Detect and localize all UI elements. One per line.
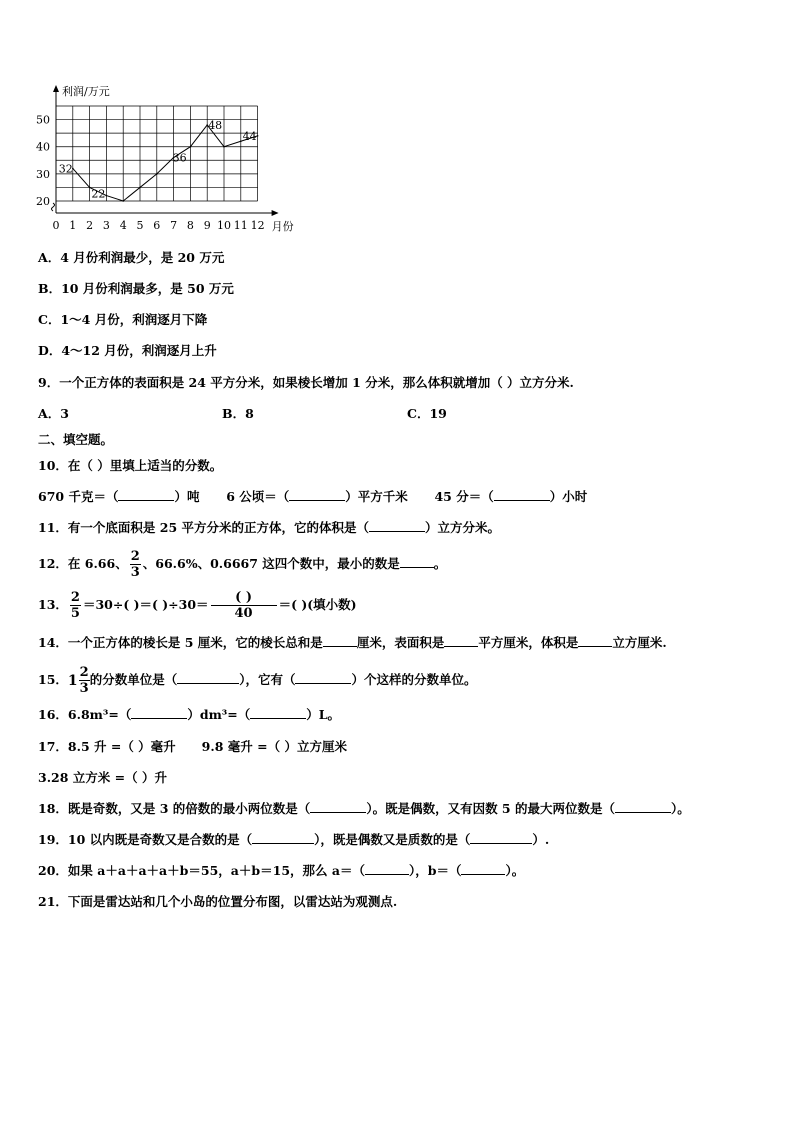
x-tick-label: 1	[69, 219, 77, 232]
q16-text-2: ）dm³=（	[187, 707, 251, 722]
q18-text: 18．既是奇数，又是 3 的倍数的最小两位数是（	[38, 801, 311, 816]
question-17	[38, 739, 347, 755]
x-tick-label: 12	[250, 219, 265, 232]
q16-text: 16．6.8m³=（	[38, 707, 132, 722]
q10-part2: 6 公顷＝（	[226, 489, 290, 504]
y-axis-arrow	[53, 85, 59, 92]
q14-text: 14．一个正方体的棱长是 5 厘米，它的棱长总和是	[38, 635, 323, 650]
q9-option-b: B．8	[222, 406, 254, 421]
x-axis-label: 月份	[271, 220, 294, 233]
option-c: C．1～4 月份，利润逐月下降	[38, 312, 208, 327]
q14-text-4: 立方厘米.	[612, 635, 667, 650]
option-a: A．4 月份利润最少，是 20 万元	[38, 250, 225, 265]
profit-line-chart	[30, 80, 300, 235]
data-point	[89, 187, 91, 189]
q10-part3-unit: ）小时	[549, 489, 588, 504]
q14-text-2: 厘米，表面积是	[356, 635, 445, 650]
q10-part1-unit: ）吨	[174, 489, 200, 504]
question-11	[38, 520, 500, 536]
q12-text-end: 。	[433, 556, 447, 571]
q19-text: 19．10 以内既是奇数又是合数的是（	[38, 832, 253, 847]
y-tick-label: 30	[36, 167, 50, 181]
y-tick-label: 20	[36, 195, 50, 208]
question-12	[38, 547, 446, 581]
q20-text-2: ），b＝（	[408, 863, 462, 878]
q11-text: 11．有一个底面积是 25 平方分米的正方体，它的体积是（	[38, 520, 369, 535]
q14-text-3: 平方厘米，体积是	[478, 635, 579, 650]
question-9: 9．一个正方体的表面积是 24 平方分米，如果棱长增加 1 分米，那么体积就增加（ ）立方分米.	[38, 375, 574, 390]
data-point	[257, 135, 259, 137]
option-b: B．10 月份利润最多，是 50 万元	[38, 281, 234, 296]
data-label: 44	[242, 129, 257, 143]
q10-part2-unit: ）平方千米	[345, 489, 408, 504]
x-tick-label: 6	[153, 219, 161, 232]
x-tick-label: 3	[102, 219, 110, 232]
q13-text-end: ＝( )(填小数)	[278, 597, 357, 612]
q17-text-2: 9.8 毫升 =（ ）立方厘米	[201, 739, 347, 754]
question-13	[38, 588, 357, 622]
q20-text-3: ）。	[505, 863, 525, 878]
q13-fraction-2: $\frac{( )}{40}$	[211, 590, 277, 621]
data-label: 36	[172, 151, 187, 165]
x-tick-label: 7	[170, 219, 178, 232]
question-15	[38, 663, 477, 697]
y-tick-label: 50	[36, 113, 50, 127]
data-label: 48	[208, 119, 223, 132]
data-label: 22	[91, 187, 106, 201]
question-18	[38, 801, 690, 817]
question-16	[38, 707, 340, 723]
q18-text-2: ）。既是偶数，又有因数 5 的最大两位数是（	[366, 801, 615, 816]
data-point	[190, 146, 192, 148]
q10-part1: 670 千克＝（	[38, 489, 119, 504]
section-heading: 二、填空题。	[38, 432, 114, 447]
data-point	[240, 140, 242, 142]
q13-text: ＝30÷( )＝( )÷30＝	[82, 597, 209, 612]
question-14	[38, 635, 667, 651]
x-tick-label: 0	[52, 219, 60, 232]
q15-text: 的分数单位是（	[89, 672, 178, 687]
question-10: 10．在（ ）里填上适当的分数。	[38, 458, 223, 473]
axis-break	[52, 203, 55, 211]
data-point	[223, 146, 225, 148]
q11-text-end: ）立方分米。	[425, 520, 501, 535]
data-point	[139, 187, 141, 189]
x-tick-label: 2	[86, 219, 94, 232]
x-tick-label: 4	[119, 219, 127, 232]
q19-text-2: ），既是偶数又是质数的是（	[314, 832, 471, 847]
q20-text: 20．如果 a＋a＋a＋a＋b＝55，a＋b＝15，那么 a＝（	[38, 863, 365, 878]
x-tick-label: 11	[233, 219, 248, 232]
x-tick-label: 8	[186, 219, 194, 232]
q10-part3: 45 分＝（	[434, 489, 494, 504]
option-d: D．4～12 月份，利润逐月上升	[38, 343, 217, 358]
q13-num: 13．	[38, 597, 68, 612]
q15-text-2: ），它有（	[239, 672, 296, 687]
q16-text-3: ）L。	[306, 707, 341, 722]
q15-text-3: ）个这样的分数单位。	[351, 672, 477, 687]
question-19	[38, 832, 549, 848]
q12-fraction: $\frac{2}{3}$	[130, 549, 140, 580]
question-21: 21．下面是雷达站和几个小岛的位置分布图，以雷达站为观测点.	[38, 894, 398, 909]
data-point	[106, 195, 108, 197]
data-point	[156, 173, 158, 175]
data-label: 32	[58, 162, 73, 176]
q9-option-a: A．3	[38, 406, 69, 421]
question-17-part2: 3.28 立方米 =（ ）升	[38, 770, 167, 785]
q13-fraction: $\frac{2}{5}$	[70, 590, 80, 621]
q15-num: 15．	[38, 672, 68, 687]
q12-text-mid: 、66.6%、0.6667 这四个数中，最小的数是	[142, 556, 400, 571]
x-tick-label: 10	[217, 219, 231, 232]
question-20	[38, 863, 524, 879]
q17-text: 17．8.5 升 =（ ）毫升	[38, 739, 176, 754]
y-axis-label: 利润/万元	[62, 85, 110, 98]
x-tick-label: 9	[203, 219, 211, 232]
y-tick-label: 40	[36, 140, 50, 154]
x-axis-arrow	[272, 210, 279, 216]
q12-text: 12．在 6.66、	[38, 556, 128, 571]
x-tick-label: 5	[136, 219, 144, 232]
q15-mixed-number: 1 $\frac{2}{3}$	[67, 665, 89, 696]
data-point	[122, 200, 124, 202]
q18-text-3: ）。	[670, 801, 690, 816]
q19-text-3: ）.	[532, 832, 550, 847]
q9-option-c: C．19	[407, 406, 447, 421]
question-10-items	[38, 489, 587, 505]
